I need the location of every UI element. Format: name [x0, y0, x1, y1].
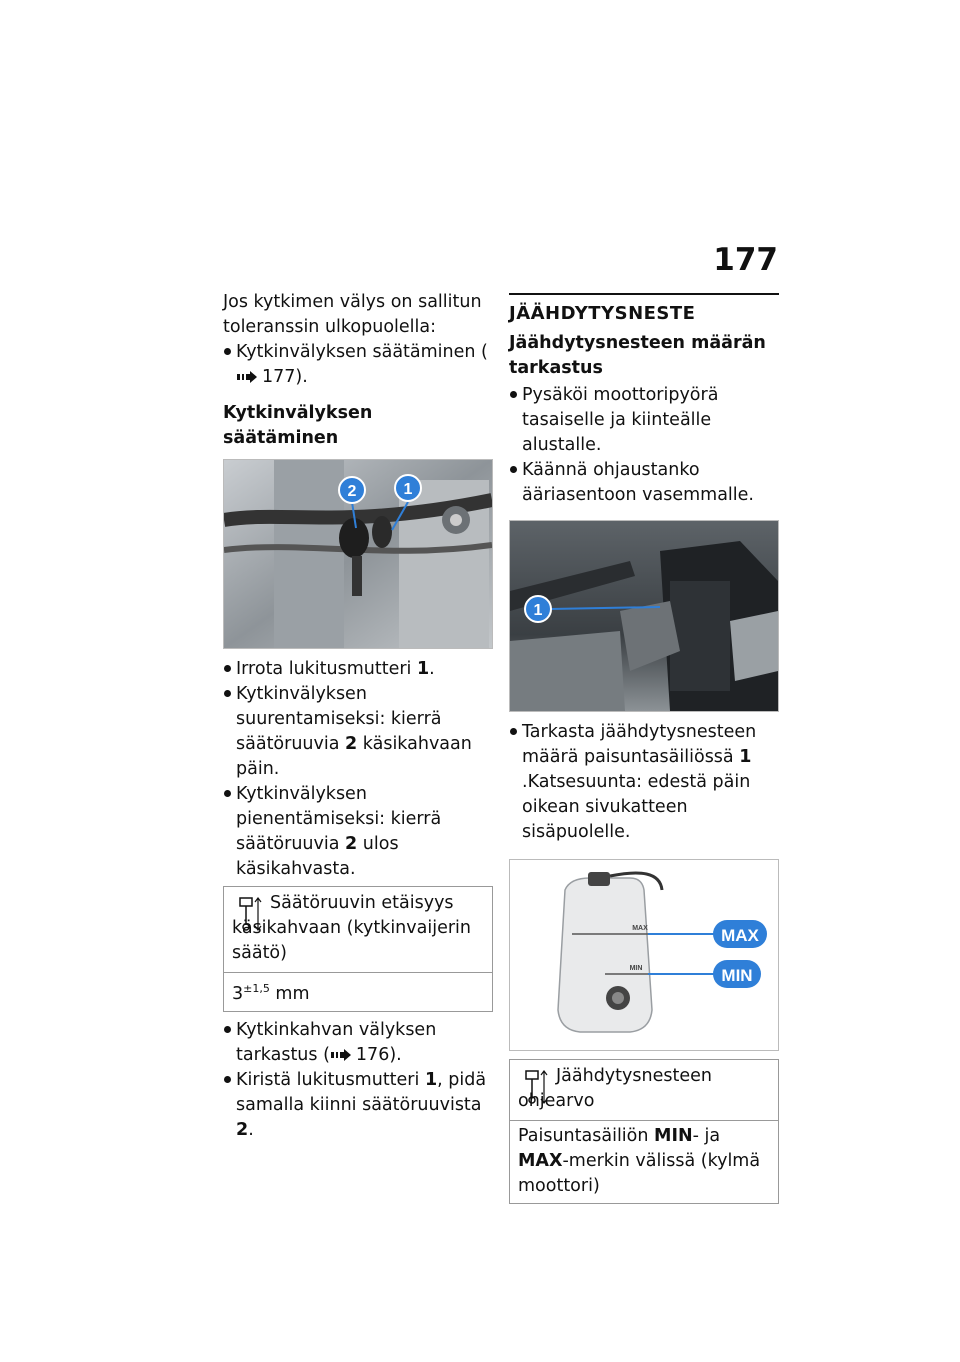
step-mid: , pidä samalla kiinni säätöruuvista	[236, 1069, 487, 1115]
step-bold: 1	[739, 747, 752, 767]
spec-value-unit: mm	[269, 983, 310, 1004]
step-item: Käännä ohjaustanko ääriasentoon vasemmalle.	[509, 458, 779, 508]
section-heading-clutch: Kytkinvälyksen säätäminen	[223, 403, 373, 448]
page-number: 177	[713, 242, 778, 278]
step-bold: 2	[345, 734, 358, 754]
step-item: Pysäköi moottoripyörä tasaiselle ja kiinteälle alustalle.	[509, 383, 779, 458]
spec-title-text: Jäähdytysnesteen ohjearvo	[518, 1066, 712, 1111]
tank-min-mark: MIN	[629, 965, 643, 972]
measurement-icon	[238, 895, 264, 933]
step-bold: 1	[424, 1069, 438, 1090]
step-text: Irrota lukitusmutteri	[236, 659, 417, 679]
spec-value	[224, 972, 492, 1011]
step-bold: 2	[236, 1119, 249, 1140]
bullet-end: ).	[295, 367, 308, 387]
step-text: Kytkinkahvan välyksen tarkastus (	[236, 1019, 437, 1065]
callout-label-1: 1	[533, 602, 543, 619]
callout-label-1: 1	[403, 481, 413, 498]
tank-max-mark: MAX	[632, 925, 648, 932]
page-reference[interactable]: 176	[355, 1044, 390, 1065]
bullet-text: Kytkinvälyksen säätäminen (	[236, 342, 488, 362]
left-column	[223, 290, 493, 1143]
step-item	[223, 782, 493, 882]
section-title-coolant: JÄÄHDYTYSNESTE	[509, 293, 779, 326]
step-bold: 1	[416, 659, 430, 679]
step-end: käsikahvaan päin.	[236, 734, 472, 779]
spec-value-min: MIN	[654, 1126, 693, 1146]
step-end: ulos käsikahvasta.	[236, 834, 399, 879]
spec-value-mid: - ja	[692, 1126, 721, 1146]
step-item	[223, 657, 493, 682]
spec-value-max: MAX	[518, 1151, 563, 1171]
intro-bullet	[223, 340, 493, 390]
step-text: Kytkinvälyksen suurentamiseksi: kierrä säätöruuvia	[236, 684, 442, 754]
right-column	[509, 290, 779, 1210]
spec-value-tolerance: ±1,5	[243, 982, 270, 995]
coolant-location-photo	[509, 520, 779, 712]
spec-box-coolant-level	[509, 1059, 779, 1204]
step-item	[223, 1018, 493, 1068]
spec-title-text: Säätöruuvin etäisyys käsikahvaan (kytkinvaijerin säätö)	[232, 893, 471, 963]
step-text: Tarkasta jäähdytysnesteen määrä paisuntasäiliössä	[522, 722, 757, 767]
step-text: Kiristä lukitusmutteri	[236, 1069, 425, 1090]
page-reference-arrow-icon	[330, 1049, 352, 1061]
spec-value-post: -merkin välissä (kylmä moottori)	[518, 1151, 761, 1196]
spec-value-pre: Paisuntasäiliön	[518, 1126, 655, 1146]
step-end: ).	[389, 1044, 402, 1065]
intro-text: Jos kytkimen välys on sallitun toleranssin ulkopuolella:	[223, 292, 482, 337]
page-reference[interactable]: 177	[262, 367, 296, 387]
step-item	[509, 720, 779, 845]
step-item	[223, 1068, 493, 1143]
callout-label-2: 2	[347, 483, 357, 500]
step-end: .Katsesuunta: edestä päin oikean sivukatteen sisäpuolelle.	[522, 772, 751, 842]
spec-title	[510, 1060, 778, 1120]
step-text: Kytkinvälyksen pienentämiseksi: kierrä säätöruuvia	[236, 784, 442, 854]
coolant-tank-illustration	[509, 859, 779, 1051]
step-end: .	[248, 1119, 254, 1140]
spec-value-base: 3	[232, 983, 244, 1004]
spec-value	[510, 1120, 778, 1203]
measurement-icon	[524, 1068, 550, 1106]
callout-min: MIN	[721, 966, 753, 985]
step-item	[223, 682, 493, 782]
callout-max: MAX	[721, 926, 759, 945]
spec-title	[224, 887, 492, 972]
clutch-adjustment-photo	[223, 459, 493, 649]
step-bold: 2	[345, 834, 358, 854]
page-reference-arrow-icon	[236, 371, 258, 383]
spec-box-screw-distance	[223, 886, 493, 1012]
step-end: .	[429, 659, 435, 679]
subheading-coolant-check: Jäähdytysnesteen määrän tarkastus	[509, 333, 766, 378]
